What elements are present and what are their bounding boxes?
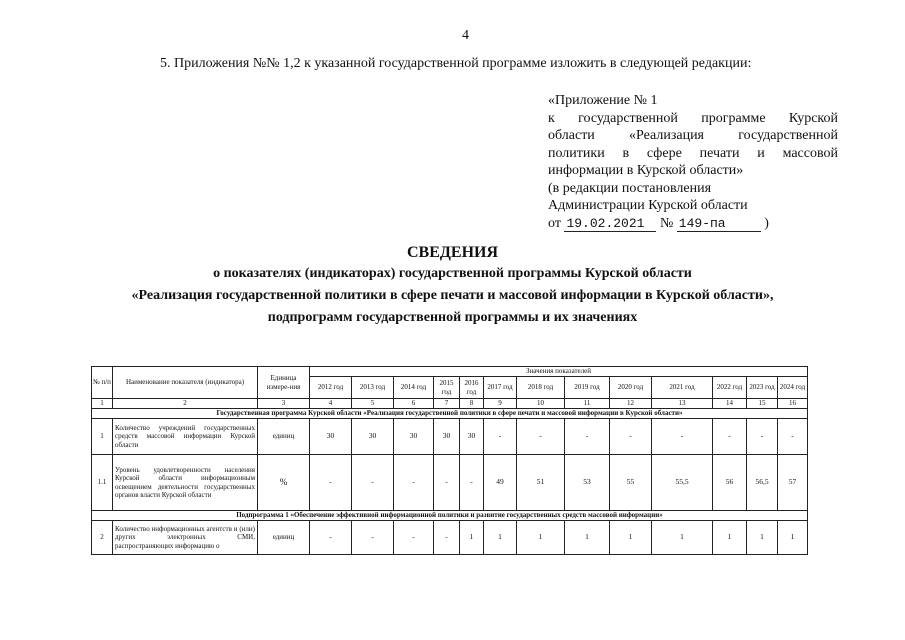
row-value: 30 (310, 419, 352, 455)
doc-subtitle-line1: о показателях (индикаторах) государственной программы Курской области (213, 266, 692, 281)
column-number: 7 (434, 399, 460, 409)
row-value: 56 (713, 455, 747, 511)
row-value: 55,5 (652, 455, 713, 511)
row-num: 1.1 (92, 455, 113, 511)
column-number: 9 (484, 399, 517, 409)
header-year: 2021 год (652, 377, 713, 399)
row-unit: % (258, 455, 310, 511)
row-value: 1 (517, 521, 565, 555)
row-value: 53 (565, 455, 610, 511)
column-number: 15 (747, 399, 778, 409)
row-value: 30 (434, 419, 460, 455)
header-year: 2015 год (434, 377, 460, 399)
column-number: 11 (565, 399, 610, 409)
annex-line: политики в сфере печати и массовой (548, 145, 838, 161)
column-number: 2 (113, 399, 258, 409)
column-number: 6 (394, 399, 434, 409)
row-num: 1 (92, 419, 113, 455)
annex-line: области «Реализация государственной (548, 128, 838, 143)
row-value: 30 (460, 419, 484, 455)
header-year: 2012 год (310, 377, 352, 399)
header-year: 2022 год (713, 377, 747, 399)
table-row (92, 521, 808, 555)
row-value: - (434, 521, 460, 555)
column-number: 4 (310, 399, 352, 409)
annex-line: информации в Курской области» (548, 163, 744, 178)
header-num: № п/п (92, 367, 113, 399)
row-name: Уровень удовлетворенности населения Курской области информационным освещением деятельности государственных органов власти Курской области (113, 455, 258, 511)
header-year: 2018 год (517, 377, 565, 399)
row-value: - (713, 419, 747, 455)
annex-note (548, 92, 838, 232)
row-value: - (394, 521, 434, 555)
row-value: 55 (610, 455, 652, 511)
doc-subtitle-line2: «Реализация государственной политики в сфере печати и массовой информации в Курской области», (131, 288, 774, 303)
row-value: 1 (610, 521, 652, 555)
row-value: 56,5 (747, 455, 778, 511)
column-number: 10 (517, 399, 565, 409)
row-value: 30 (394, 419, 434, 455)
row-value: - (517, 419, 565, 455)
date-prefix: от (548, 215, 561, 231)
row-value: 1 (747, 521, 778, 555)
section-header-subprogram: Подпрограмма 1 «Обеспечение эффективной информационной политики и развитие государственных средств массовой информации» (92, 511, 808, 521)
annex-line: «Приложение № 1 (548, 93, 658, 108)
table-row (92, 419, 808, 455)
row-value: - (352, 521, 394, 555)
column-number-row (92, 399, 808, 409)
annex-line: к государственной программе Курской (548, 110, 838, 126)
column-number: 8 (460, 399, 484, 409)
row-unit: единиц (258, 521, 310, 555)
header-year: 2019 год (565, 377, 610, 399)
row-value: 1 (460, 521, 484, 555)
doc-subtitle-line3: подпрограмм государственной программы и их значениях (267, 310, 638, 325)
header-name: Наименование показателя (индикатора) (113, 367, 258, 399)
header-year: 2023 год (747, 377, 778, 399)
row-unit: единиц (258, 419, 310, 455)
row-value: - (484, 419, 517, 455)
header-values-group: Значения показателей (310, 367, 808, 377)
annex-date-line (548, 215, 838, 233)
annex-line: (в редакции постановления (548, 180, 712, 196)
row-value: - (310, 521, 352, 555)
doc-title: СВЕДЕНИЯ (406, 244, 499, 261)
section-header-program: Государственная программа Курской области «Реализация государственной политики в сфере печати и массовой информации в Курской области» (92, 409, 808, 419)
column-number: 1 (92, 399, 113, 409)
row-value: 57 (778, 455, 808, 511)
row-name: Количество учреждений государственных средств массовой информации Курской области (113, 419, 258, 455)
column-number: 14 (713, 399, 747, 409)
resolution-date: 19.02.2021 (564, 217, 656, 232)
header-year: 2016 год (460, 377, 484, 399)
table-row (92, 455, 808, 511)
column-number: 16 (778, 399, 808, 409)
row-value: 1 (713, 521, 747, 555)
row-value: - (352, 455, 394, 511)
header-year: 2017 год (484, 377, 517, 399)
header-year: 2014 год (394, 377, 434, 399)
row-value: - (610, 419, 652, 455)
header-unit: Единица измере-ния (258, 367, 310, 399)
row-value: - (652, 419, 713, 455)
resolution-number: 149-па (677, 217, 761, 232)
header-year: 2013 год (352, 377, 394, 399)
row-value: 1 (565, 521, 610, 555)
row-value: 51 (517, 455, 565, 511)
number-prefix: № (659, 215, 674, 231)
header-year: 2024 год (778, 377, 808, 399)
row-value: - (460, 455, 484, 511)
row-value: 30 (352, 419, 394, 455)
page-number: 4 (462, 28, 469, 43)
intro-paragraph: 5. Приложения №№ 1,2 к указанной государственной программе изложить в следующей редакции: (160, 56, 752, 71)
row-value: - (310, 455, 352, 511)
row-value: - (434, 455, 460, 511)
column-number: 5 (352, 399, 394, 409)
indicators-table (91, 366, 808, 555)
closing-bracket: ) (764, 215, 769, 231)
annex-line: Администрации Курской области (548, 198, 748, 213)
row-value: 1 (652, 521, 713, 555)
header-year: 2020 год (610, 377, 652, 399)
column-number: 3 (258, 399, 310, 409)
column-number: 13 (652, 399, 713, 409)
row-value: - (565, 419, 610, 455)
row-value: 1 (778, 521, 808, 555)
row-value: 49 (484, 455, 517, 511)
row-value: - (778, 419, 808, 455)
row-value: - (747, 419, 778, 455)
row-value: - (394, 455, 434, 511)
row-num: 2 (92, 521, 113, 555)
column-number: 12 (610, 399, 652, 409)
row-value: 1 (484, 521, 517, 555)
row-name: Количество информационных агентств и (или) других электронных СМИ, распространяющих информацию о (113, 521, 258, 555)
